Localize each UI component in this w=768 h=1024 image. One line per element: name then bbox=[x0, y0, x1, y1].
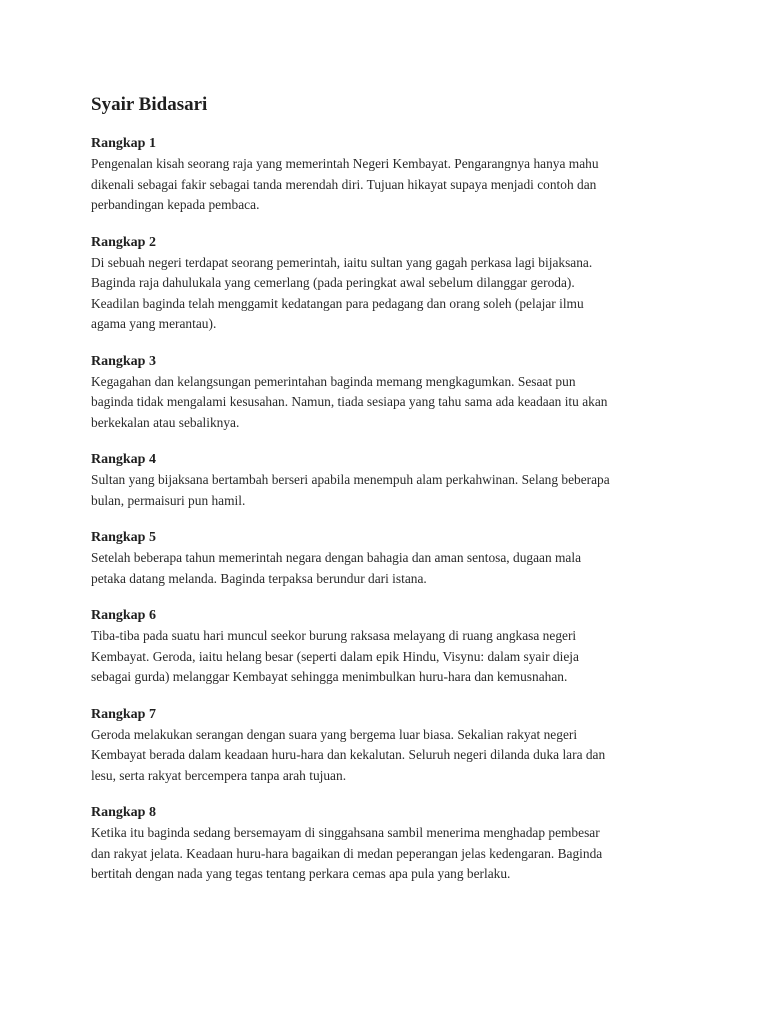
document-title: Syair Bidasari bbox=[91, 94, 208, 115]
stanza-5 bbox=[91, 528, 691, 589]
stanza-heading: Rangkap 7 bbox=[91, 706, 156, 722]
stanza-heading: Rangkap 1 bbox=[91, 136, 156, 151]
stanza-text: Pengenalan kisah seorang raja yang memerintah Negeri Kembayat. Pengarangnya hanya mahu dikenali sebagai fakir sebagai tanda merendah diri. Tujuan hikayat supaya menjadi contoh dan perbandingan kepada pembaca. bbox=[91, 156, 599, 212]
stanza-8 bbox=[91, 803, 691, 885]
document-page bbox=[91, 94, 691, 902]
stanza-1 bbox=[91, 134, 691, 216]
stanza-6 bbox=[91, 606, 691, 688]
stanza-4 bbox=[91, 450, 691, 511]
stanza-heading: Rangkap 5 bbox=[91, 530, 156, 545]
stanza-text: Ketika itu baginda sedang bersemayam di singgahsana sambil menerima menghadap pembesar dan rakyat jelata. Keadaan huru-hara bagaikan di medan peperangan jelas kedengaran. Baginda bertitah dengan nada yang tegas tentang perkara cemas apa pula yang berlaku. bbox=[91, 825, 603, 881]
stanza-2 bbox=[91, 233, 691, 335]
stanza-heading: Rangkap 8 bbox=[91, 805, 156, 820]
stanza-heading: Rangkap 4 bbox=[91, 452, 156, 467]
stanza-heading: Rangkap 6 bbox=[91, 608, 156, 623]
stanza-7 bbox=[91, 705, 691, 787]
stanza-3 bbox=[91, 352, 691, 434]
stanza-text: Di sebuah negeri terdapat seorang pemerintah, iaitu sultan yang gagah perkasa lagi bijaksana. Baginda raja dahulukala yang cemerlang (pada peringkat awal sebelum dilanggar geroda). Keadilan baginda telah menggamit kedatangan para pedagang dan orang soleh (pelajar ilmu agama yang merantau). bbox=[91, 254, 593, 331]
stanza-text: Geroda melakukan serangan dengan suara yang bergema luar biasa. Sekalian rakyat negeri Kembayat berada dalam keadaan huru-hara dan kekalutan. Seluruh negeri dilanda duka lara dan lesu, serta rakyat bercempera tanpa arah tujuan. bbox=[91, 726, 606, 783]
stanza-heading: Rangkap 3 bbox=[91, 353, 156, 369]
stanza-text: Kegagahan dan kelangsungan pemerintahan baginda memang mengkagumkan. Sesaat pun baginda tidak mengalami kesusahan. Namun, tiada sesiapa yang tahu sama ada keadaan itu akan berkekalan atau sebaliknya. bbox=[91, 373, 608, 430]
stanza-text: Tiba-tiba pada suatu hari muncul seekor burung raksasa melayang di ruang angkasa negeri Kembayat. Geroda, iaitu helang besar (seperti dalam epik Hindu, Visynu: dalam syair dieja sebagai gurda) melanggar Kembayat sehingga menimbulkan huru-hara dan kemusnahan. bbox=[91, 628, 579, 684]
stanza-text: Sultan yang bijaksana bertambah berseri apabila menempuh alam perkahwinan. Selang beberapa bulan, permaisuri pun hamil. bbox=[91, 472, 610, 508]
stanza-heading: Rangkap 2 bbox=[91, 234, 156, 250]
stanza-text: Setelah beberapa tahun memerintah negara dengan bahagia dan aman sentosa, dugaan mala petaka datang melanda. Baginda terpaksa berundur dari istana. bbox=[91, 550, 582, 586]
